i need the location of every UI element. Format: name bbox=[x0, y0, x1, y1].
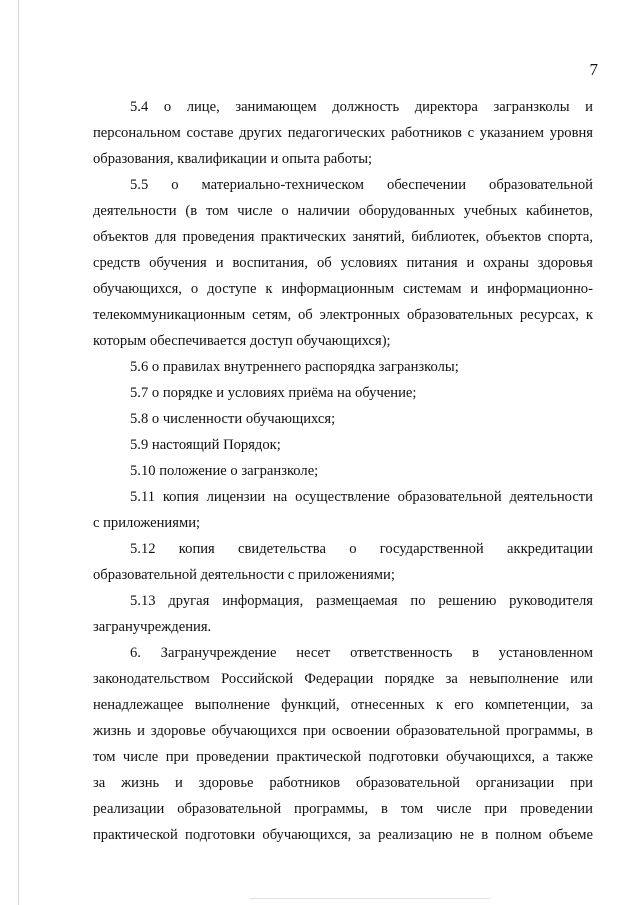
text-line: с приложениями; bbox=[93, 515, 201, 531]
text-line: образовательной деятельности с приложениями; bbox=[93, 567, 395, 583]
text-line: обучающихся, о доступе к информационным системам и информационно- bbox=[93, 281, 593, 297]
text-line: ненадлежащее выполнение функций, отнесенных к его компетенции, за bbox=[93, 697, 593, 713]
paragraph bbox=[93, 406, 593, 432]
text-line: которым обеспечивается доступ обучающихся); bbox=[93, 333, 391, 349]
text-line: реализации образовательной программы, в том числе при проведении bbox=[93, 801, 593, 817]
page-number: 7 bbox=[589, 60, 598, 79]
text-line: за жизнь и здоровье работников образовательной организации при bbox=[93, 775, 593, 791]
text-line: средств обучения и воспитания, об условиях питания и охраны здоровья bbox=[93, 255, 593, 271]
paragraph bbox=[93, 484, 593, 536]
text-line: 5.5 о материально-техническом обеспечении образовательной bbox=[130, 177, 593, 193]
paragraph bbox=[93, 94, 593, 172]
text-line: телекоммуникационным сетям, об электронных образовательных ресурсах, к bbox=[93, 307, 593, 323]
text-line: том числе при проведении практической подготовки обучающихся, а также bbox=[93, 749, 593, 765]
paragraph bbox=[93, 536, 593, 588]
paragraph bbox=[93, 458, 593, 484]
paragraph bbox=[93, 172, 593, 354]
text-line: 5.9 настоящий Порядок; bbox=[130, 437, 281, 453]
text-line: 5.10 положение о загранзколе; bbox=[130, 463, 319, 479]
paragraph bbox=[93, 588, 593, 640]
text-line: 5.13 другая информация, размещаемая по решению руководителя bbox=[130, 593, 593, 609]
paragraph bbox=[93, 640, 593, 848]
bottom-scan-line bbox=[250, 898, 490, 899]
paragraph bbox=[93, 432, 593, 458]
text-line: практической подготовки обучающихся, за реализацию не в полном объеме bbox=[93, 827, 593, 843]
text-line: жизнь и здоровье обучающихся при освоении образовательной программы, в bbox=[93, 723, 593, 739]
text-line: загранучреждения. bbox=[93, 619, 212, 635]
page-edge-line bbox=[18, 0, 19, 905]
text-line: деятельности (в том числе о наличии оборудованных учебных кабинетов, bbox=[93, 203, 593, 219]
text-line: 5.8 о численности обучающихся; bbox=[130, 411, 336, 427]
text-line: 6. Загранучреждение несет ответственность в установленном bbox=[130, 645, 593, 661]
paragraph bbox=[93, 354, 593, 380]
text-line: образования, квалификации и опыта работы; bbox=[93, 151, 373, 167]
text-line: персональном составе других педагогических работников с указанием уровня bbox=[93, 125, 593, 141]
text-line: 5.4 о лице, занимающем должность директора загранзколы и bbox=[130, 99, 593, 115]
text-line: объектов для проведения практических занятий, библиотек, объектов спорта, bbox=[93, 229, 593, 245]
text-line: 5.11 копия лицензии на осуществление образовательной деятельности bbox=[130, 489, 593, 505]
text-line: 5.12 копия свидетельства о государственной аккредитации bbox=[130, 541, 593, 557]
text-line: законодательством Российской Федерации порядке за невыполнение или bbox=[93, 671, 593, 687]
document-body bbox=[93, 94, 593, 848]
text-line: 5.7 о порядке и условиях приёма на обучение; bbox=[130, 385, 417, 401]
paragraph bbox=[93, 380, 593, 406]
text-line: 5.6 о правилах внутреннего распорядка загранзколы; bbox=[130, 359, 459, 375]
